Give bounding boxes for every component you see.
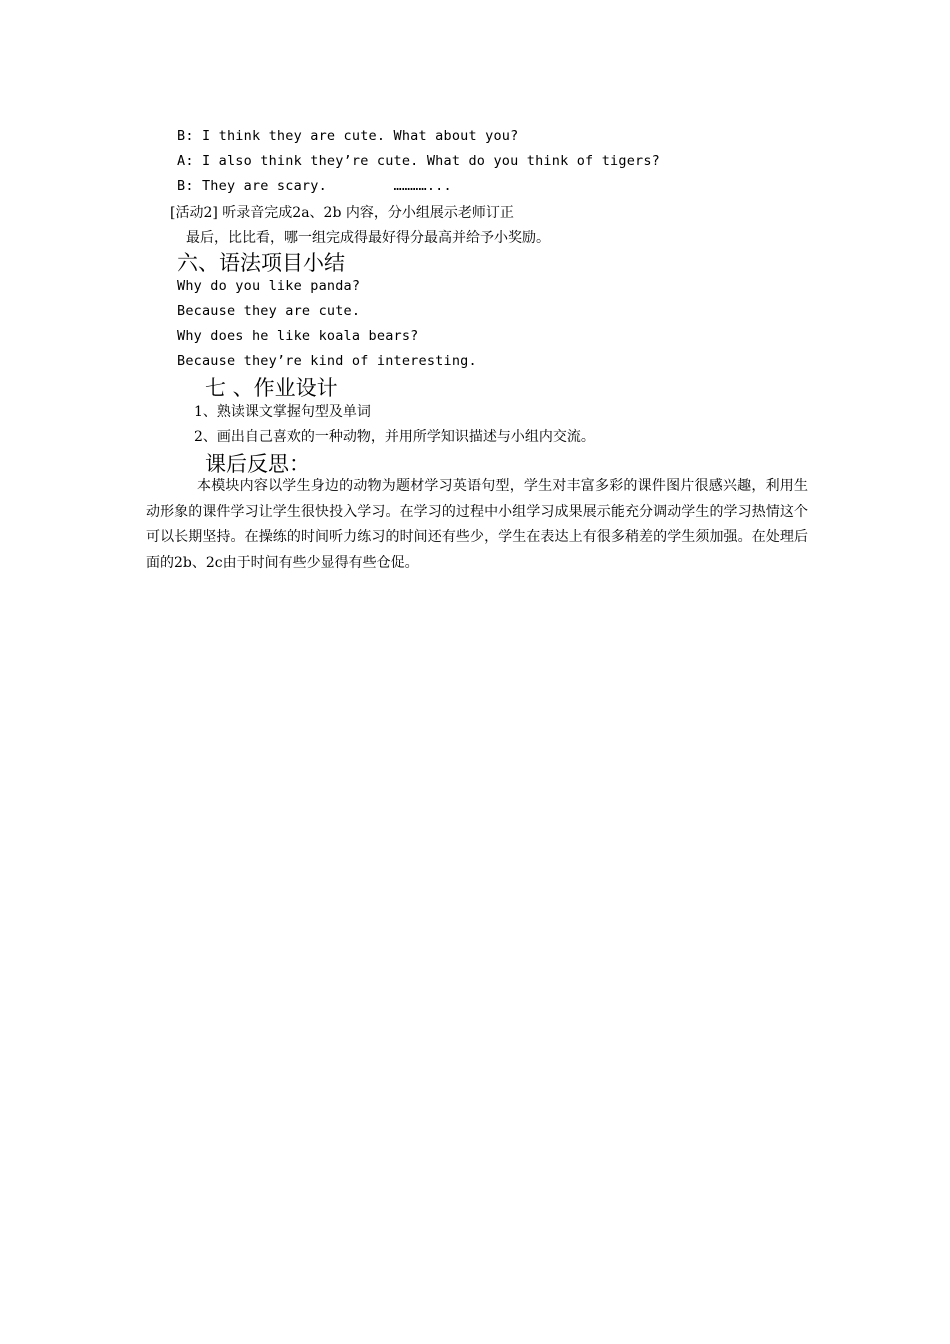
reflection-paragraph: 本模块内容以学生身边的动物为题材学习英语句型，学生对丰富多彩的课件图片很感兴趣，利用生动形象的课件学习让学生很快投入学习。在学习的过程中小组学习成果展示能充分调动学生的学习热情这个可以长期坚持。在操练的时间听力练习的时间还有些少，学生在表达上有很多稍差的学生须加强。在处理后面的2b、2c由于时间有些少显得有些仓促。	[146, 478, 808, 571]
grammar-line-4: Because they’re kind of interesting.	[177, 353, 477, 369]
dialogue-line-b1: B: I think they are cute. What about you?	[177, 128, 519, 144]
section7-title: 七 、作业设计	[205, 376, 338, 400]
dialogue-line-b2: B: They are scary. …………...	[177, 178, 452, 194]
grammar-line-2: Because they are cute.	[177, 303, 361, 319]
activity2-line1: [活动2] 听录音完成2a、2b 内容，分小组展示老师订正	[170, 205, 514, 221]
activity2-line2: 最后，比比看，哪一组完成得最好得分最高并给予小奖励。	[186, 230, 550, 246]
reflection-title: 课后反思：	[205, 452, 310, 476]
dialogue-line-a: A: I also think they’re cute. What do you think of tigers?	[177, 153, 661, 169]
homework-item-2: 2、画出自己喜欢的一种动物，并用所学知识描述与小组内交流。	[194, 429, 595, 445]
grammar-line-3: Why does he like koala bears?	[177, 328, 419, 344]
grammar-line-1: Why do you like panda?	[177, 278, 361, 294]
section6-title: 六、语法项目小结	[177, 251, 345, 275]
homework-item-1: 1、熟读课文掌握句型及单词	[194, 404, 371, 420]
